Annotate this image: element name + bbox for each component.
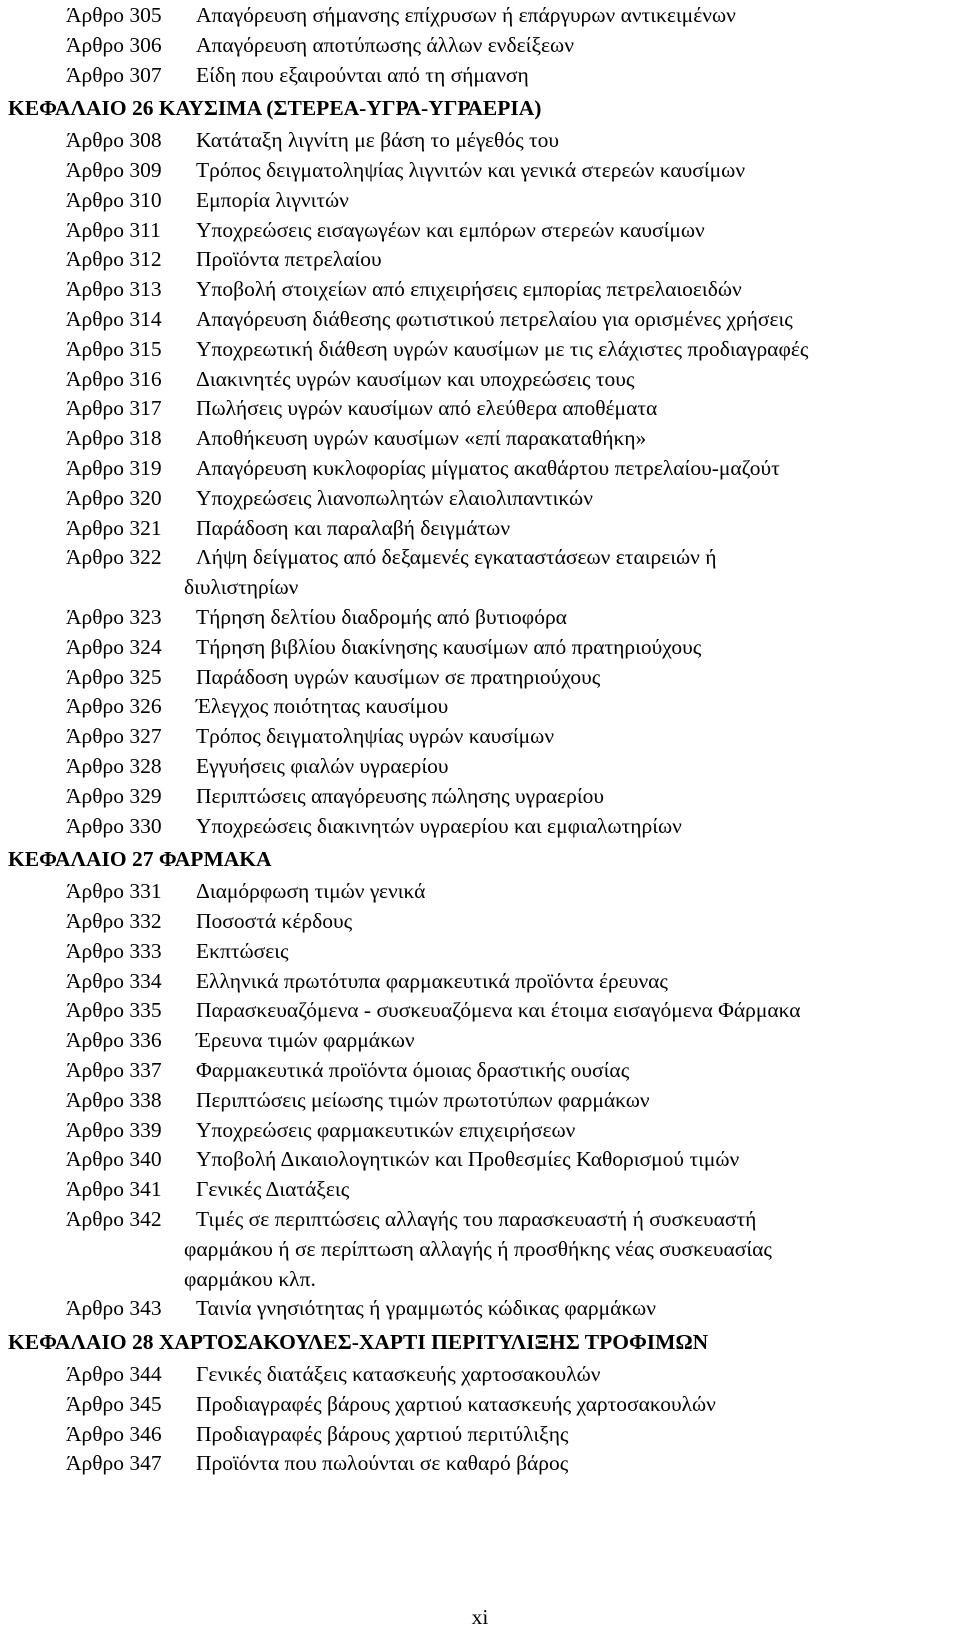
article-title: Προδιαγραφές βάρους χαρτιού περιτύλιξης <box>196 1422 569 1446</box>
article-title: Αποθήκευση υγρών καυσίμων «επί παρακαταθήκη» <box>196 426 647 450</box>
article-number: Άρθρο 317 <box>66 396 162 420</box>
article-number: Άρθρο 326 <box>66 694 162 718</box>
article-number: Άρθρο 329 <box>66 784 162 808</box>
article-number: Άρθρο 343 <box>66 1296 162 1320</box>
article-number: Άρθρο 341 <box>66 1177 162 1201</box>
article-title: Προϊόντα πετρελαίου <box>196 247 382 271</box>
article-number: Άρθρο 310 <box>66 188 162 212</box>
chapter-title: ΚΕΦΑΛΑΙΟ 27 ΦΑΡΜΑΚΑ <box>8 847 272 871</box>
article-number: Άρθρο 312 <box>66 247 162 271</box>
article-title: Εκπτώσεις <box>196 939 289 963</box>
article-title: Απαγόρευση διάθεσης φωτιστικού πετρελαίου για ορισμένες χρήσεις <box>196 307 793 331</box>
article-title: Πωλήσεις υγρών καυσίμων από ελεύθερα αποθέματα <box>196 396 658 420</box>
article-number: Άρθρο 318 <box>66 426 162 450</box>
article-number: Άρθρο 311 <box>66 218 161 242</box>
chapter-heading <box>8 844 272 874</box>
article-title: Τήρηση δελτίου διαδρομής από βυτιοφόρα <box>196 605 567 629</box>
article-number: Άρθρο 314 <box>66 307 162 331</box>
article-title: Εγγυήσεις φιαλών υγραερίου <box>196 754 449 778</box>
article-number: Άρθρο 337 <box>66 1058 162 1082</box>
article-title: Διαμόρφωση τιμών γενικά <box>196 879 426 903</box>
article-title: Είδη που εξαιρούνται από τη σήμανση <box>196 63 529 87</box>
article-number: Άρθρο 322 <box>66 545 162 569</box>
article-title: Τρόπος δειγματοληψίας υγρών καυσίμων <box>196 724 555 748</box>
article-title: Υποβολή Δικαιολογητικών και Προθεσμίες Καθορισμού τιμών <box>196 1147 740 1171</box>
article-title: Έλεγχος ποιότητας καυσίμου <box>196 694 449 718</box>
article-title: Τιμές σε περιπτώσεις αλλαγής του παρασκευαστή ή συσκευαστή <box>196 1207 757 1231</box>
article-number: Άρθρο 328 <box>66 754 162 778</box>
article-number: Άρθρο 332 <box>66 909 162 933</box>
article-number: Άρθρο 347 <box>66 1451 162 1475</box>
article-title: Προδιαγραφές βάρους χαρτιού κατασκευής χαρτοσακουλών <box>196 1392 716 1416</box>
article-title-continuation: φαρμάκου ή σε περίπτωση αλλαγής ή προσθήκης νέας συσκευασίας <box>184 1237 772 1261</box>
article-number: Άρθρο 320 <box>66 486 162 510</box>
article-number: Άρθρο 307 <box>66 63 162 87</box>
article-number: Άρθρο 344 <box>66 1362 162 1386</box>
article-number: Άρθρο 330 <box>66 814 162 838</box>
article-number: Άρθρο 346 <box>66 1422 162 1446</box>
article-title: Υποχρεώσεις διακινητών υγραερίου και εμφιαλωτηρίων <box>196 814 682 838</box>
article-number: Άρθρο 336 <box>66 1028 162 1052</box>
article-title: Υποβολή στοιχείων από επιχειρήσεις εμπορίας πετρελαιοειδών <box>196 277 742 301</box>
article-title: Υποχρεώσεις λιανοπωλητών ελαιολιπαντικών <box>196 486 593 510</box>
article-number: Άρθρο 321 <box>66 516 162 540</box>
article-title: Απαγόρευση σήμανσης επίχρυσων ή επάργυρων αντικειμένων <box>196 3 736 27</box>
article-title: Ποσοστά κέρδους <box>196 909 353 933</box>
article-title: Υποχρεώσεις εισαγωγέων και εμπόρων στερεών καυσίμων <box>196 218 705 242</box>
article-number: Άρθρο 327 <box>66 724 162 748</box>
article-number: Άρθρο 331 <box>66 879 162 903</box>
article-number: Άρθρο 309 <box>66 158 162 182</box>
article-number: Άρθρο 305 <box>66 3 162 27</box>
article-number: Άρθρο 319 <box>66 456 162 480</box>
article-number: Άρθρο 313 <box>66 277 162 301</box>
chapter-title: ΚΕΦΑΛΑΙΟ 26 ΚΑΥΣΙΜΑ (ΣΤΕΡΕΑ-ΥΓΡΑ-ΥΓΡΑΕΡΙΑ) <box>8 96 542 120</box>
article-number: Άρθρο 333 <box>66 939 162 963</box>
article-title-continuation: φαρμάκου κλπ. <box>184 1267 316 1291</box>
chapter-heading <box>8 1327 708 1357</box>
chapter-heading <box>8 93 541 123</box>
article-number: Άρθρο 325 <box>66 665 162 689</box>
article-title: Απαγόρευση αποτύπωσης άλλων ενδείξεων <box>196 33 574 57</box>
article-title: Περιπτώσεις απαγόρευσης πώλησης υγραερίου <box>196 784 605 808</box>
article-title: Κατάταξη λιγνίτη με βάση το μέγεθός του <box>196 128 560 152</box>
article-title: Γενικές Διατάξεις <box>196 1177 350 1201</box>
article-title: Ταινία γνησιότητας ή γραμμωτός κώδικας φαρμάκων <box>196 1296 656 1320</box>
article-number: Άρθρο 324 <box>66 635 162 659</box>
article-title: Τρόπος δειγματοληψίας λιγνιτών και γενικά στερεών καυσίμων <box>196 158 746 182</box>
page-number: xi <box>471 1605 489 1629</box>
chapter-title: ΚΕΦΑΛΑΙΟ 28 ΧΑΡΤΟΣΑΚΟΥΛΕΣ-ΧΑΡΤΙ ΠΕΡΙΤΥΛΙΞΗΣ ΤΡΟΦΙΜΩΝ <box>8 1330 709 1354</box>
article-number: Άρθρο 342 <box>66 1207 162 1231</box>
article-number: Άρθρο 335 <box>66 998 162 1022</box>
article-title: Τήρηση βιβλίου διακίνησης καυσίμων από πρατηριούχους <box>196 635 702 659</box>
article-number: Άρθρο 334 <box>66 969 162 993</box>
article-title: Απαγόρευση κυκλοφορίας μίγματος ακαθάρτου πετρελαίου-μαζούτ <box>196 456 780 480</box>
article-title: Εμπορία λιγνιτών <box>196 188 349 212</box>
article-title: Παράδοση και παραλαβή δειγμάτων <box>196 516 511 540</box>
article-title: Υποχρεώσεις φαρμακευτικών επιχειρήσεων <box>196 1118 576 1142</box>
article-title: Διακινητές υγρών καυσίμων και υποχρεώσεις τους <box>196 367 635 391</box>
article-number: Άρθρο 306 <box>66 33 162 57</box>
article-title: Υποχρεωτική διάθεση υγρών καυσίμων με τις ελάχιστες προδιαγραφές <box>196 337 809 361</box>
article-title: Προϊόντα που πωλούνται σε καθαρό βάρος <box>196 1451 569 1475</box>
article-title: Έρευνα τιμών φαρμάκων <box>196 1028 415 1052</box>
article-title: Παράδοση υγρών καυσίμων σε πρατηριούχους <box>196 665 601 689</box>
article-number: Άρθρο 315 <box>66 337 162 361</box>
article-number: Άρθρο 308 <box>66 128 162 152</box>
article-title: Περιπτώσεις μείωσης τιμών πρωτοτύπων φαρμάκων <box>196 1088 650 1112</box>
article-number: Άρθρο 316 <box>66 367 162 391</box>
article-number: Άρθρο 323 <box>66 605 162 629</box>
article-title: Παρασκευαζόμενα - συσκευαζόμενα και έτοιμα εισαγόμενα Φάρμακα <box>196 998 801 1022</box>
article-number: Άρθρο 340 <box>66 1147 162 1171</box>
article-title: Λήψη δείγματος από δεξαμενές εγκαταστάσεων εταιρειών ή <box>196 545 717 569</box>
article-number: Άρθρο 345 <box>66 1392 162 1416</box>
article-number: Άρθρο 338 <box>66 1088 162 1112</box>
article-title: Ελληνικά πρωτότυπα φαρμακευτικά προϊόντα έρευνας <box>196 969 668 993</box>
article-number: Άρθρο 339 <box>66 1118 162 1142</box>
article-title: Γενικές διατάξεις κατασκευής χαρτοσακουλών <box>196 1362 601 1386</box>
article-title: Φαρμακευτικά προϊόντα όμοιας δραστικής ουσίας <box>196 1058 630 1082</box>
article-title-continuation: διυλιστηρίων <box>184 575 299 599</box>
